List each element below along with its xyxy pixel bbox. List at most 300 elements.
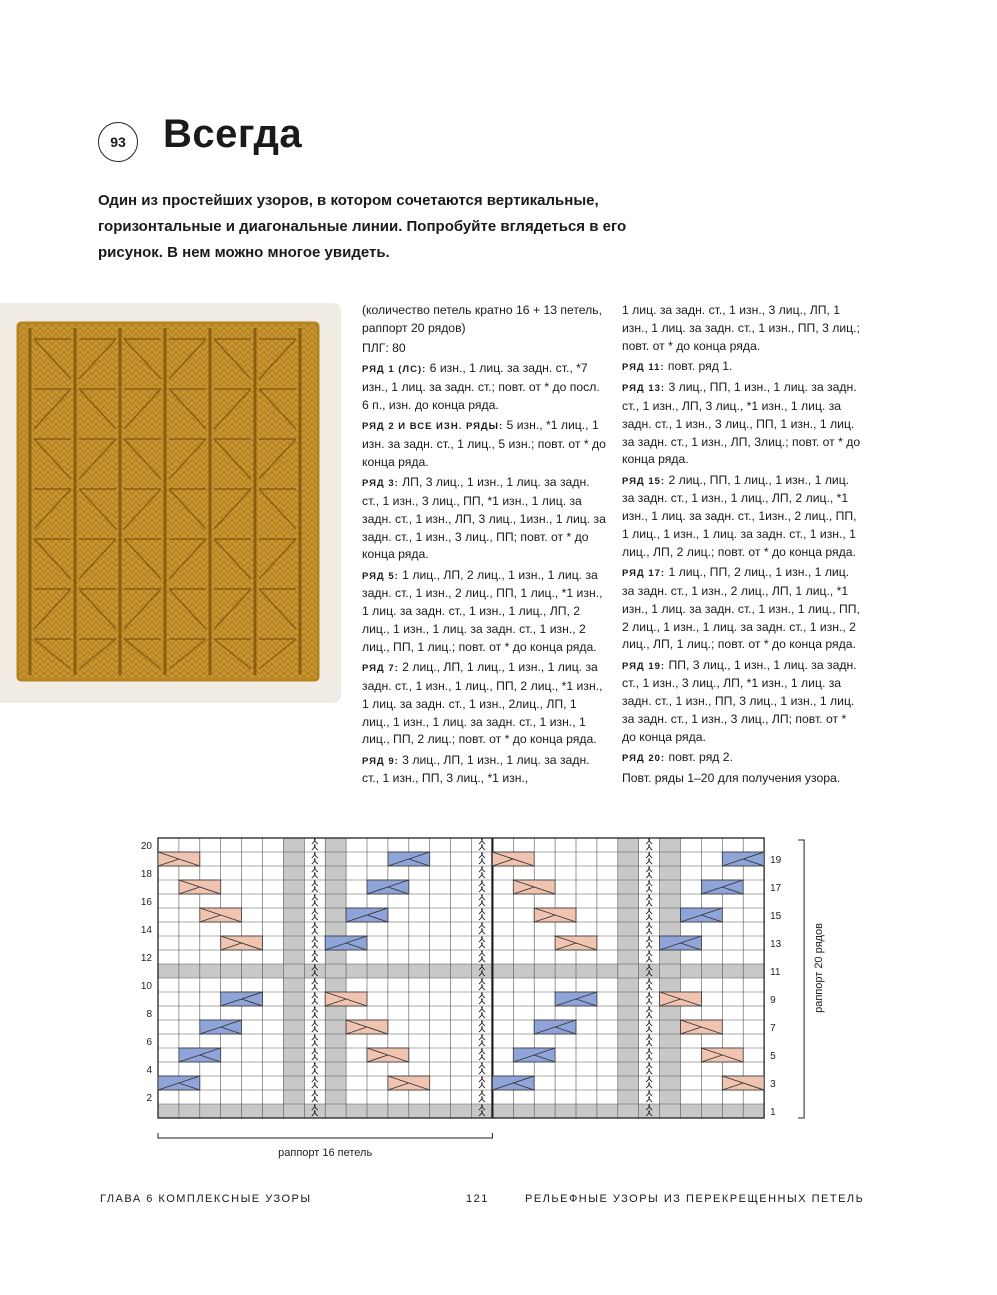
purl-cell xyxy=(200,964,221,978)
row-label: РЯД 9: xyxy=(362,755,399,767)
left-row-label: 2 xyxy=(146,1093,152,1104)
twisted-stitch-symbol xyxy=(646,887,652,892)
twisted-stitch-symbol xyxy=(312,901,318,906)
purl-cell xyxy=(430,964,451,978)
purl-cell xyxy=(325,978,346,992)
instruction-row xyxy=(622,358,862,377)
twisted-stitch-symbol xyxy=(646,993,652,998)
purl-cell xyxy=(283,1076,304,1090)
twisted-stitch-symbol xyxy=(479,1041,485,1046)
purl-cell xyxy=(618,1048,639,1062)
purl-cell xyxy=(492,1104,513,1118)
purl-cell xyxy=(660,838,681,852)
twisted-stitch-symbol xyxy=(479,1083,485,1088)
purl-cell xyxy=(325,866,346,880)
row-text: Повт. ряды 1–20 для получения узора. xyxy=(622,771,841,786)
purl-cell xyxy=(618,1006,639,1020)
purl-cell xyxy=(283,1104,304,1118)
instruction-row xyxy=(622,379,862,469)
twisted-stitch-symbol xyxy=(479,867,485,872)
left-row-label: 8 xyxy=(146,1009,152,1020)
purl-cell xyxy=(660,1034,681,1048)
twisted-stitch-symbol xyxy=(312,985,318,990)
twisted-stitch-symbol xyxy=(646,1021,652,1026)
twisted-stitch-symbol xyxy=(479,881,485,886)
purl-cell xyxy=(618,852,639,866)
row-text: 1 лиц. за задн. ст., 1 изн., 3 лиц., ЛП, 1 изн., 1 лиц. за задн. ст., 1 изн., ПП, 3 лиц.; повт. от * до конца ряда. xyxy=(622,303,860,353)
right-row-label: 3 xyxy=(770,1079,776,1090)
row-label: РЯД 20: xyxy=(622,753,666,765)
footer-section: РЕЛЬЕФНЫЕ УЗОРЫ ИЗ ПЕРЕКРЕЩЕННЫХ ПЕТЕЛЬ xyxy=(525,1193,865,1205)
footer-chapter: ГЛАВА 6 КОМПЛЕКСНЫЕ УЗОРЫ xyxy=(100,1193,312,1205)
purl-cell xyxy=(263,1104,284,1118)
twisted-stitch-symbol xyxy=(312,937,318,942)
pattern-number: 93 xyxy=(110,134,126,150)
twisted-stitch-symbol xyxy=(312,909,318,914)
purl-cell xyxy=(618,866,639,880)
row-text: 6 изн., 1 лиц. за задн. ст., *7 изн., 1 лиц. за задн. ст.; повт. от * до посл. 6 п., изн. до конца ряда. xyxy=(362,361,600,412)
twisted-stitch-symbol xyxy=(646,1091,652,1096)
twisted-stitch-symbol xyxy=(312,1041,318,1046)
twisted-stitch-symbol xyxy=(312,1091,318,1096)
purl-cell xyxy=(597,1104,618,1118)
twisted-stitch-symbol xyxy=(479,1007,485,1012)
purl-cell xyxy=(283,880,304,894)
purl-cell xyxy=(325,1020,346,1034)
twisted-stitch-symbol xyxy=(479,943,485,948)
left-row-label: 16 xyxy=(140,897,152,908)
twisted-stitch-symbol xyxy=(646,867,652,872)
row-label: РЯД 13: xyxy=(622,383,666,395)
twisted-stitch-symbol xyxy=(312,1007,318,1012)
knit-swatch-image xyxy=(0,303,341,703)
purl-cell xyxy=(283,866,304,880)
purl-cell xyxy=(660,950,681,964)
twisted-stitch-symbol xyxy=(646,999,652,1004)
row-text: 1 лиц., ПП, 2 лиц., 1 изн., 1 лиц. за задн. ст., 1 изн., 2 лиц., ЛП, 1 лиц., *1 изн., 1 лиц. за задн. ст., 1 изн., 1 лиц., ПП, 2 лиц., 1 изн., 1 лиц. за задн. ст., 1 изн., 2 лиц., ЛП, 1 лиц.; повт. от * до конца ряда. xyxy=(622,565,860,652)
twisted-stitch-symbol xyxy=(312,915,318,920)
knit-swatch-photo xyxy=(0,303,341,703)
purl-cell xyxy=(660,978,681,992)
purl-cell xyxy=(660,964,681,978)
row-text: ЛП, 3 лиц., 1 изн., 1 лиц. за задн. ст., 1 изн., 3 лиц., ПП, *1 изн., 1 лиц. за задн. ст., 1 изн., ЛП, 3 лиц., 1изн., 1 лиц. за задн. ст., 1 изн., 3 лиц., ПП; повт. от * до конца ряда. xyxy=(362,475,606,562)
right-row-label: 19 xyxy=(770,855,782,866)
purl-cell xyxy=(158,1104,179,1118)
twisted-stitch-symbol xyxy=(646,859,652,864)
purl-cell xyxy=(660,1020,681,1034)
purl-cell xyxy=(242,964,263,978)
twisted-stitch-symbol xyxy=(646,929,652,934)
purl-cell xyxy=(221,1104,242,1118)
twisted-stitch-symbol xyxy=(479,979,485,984)
right-row-label: 7 xyxy=(770,1023,776,1034)
purl-cell xyxy=(283,852,304,866)
twisted-stitch-symbol xyxy=(479,1097,485,1102)
purl-cell xyxy=(325,950,346,964)
purl-cell xyxy=(618,964,639,978)
purl-cell xyxy=(283,1006,304,1020)
twisted-stitch-symbol xyxy=(312,839,318,844)
purl-cell xyxy=(325,1090,346,1104)
twisted-stitch-symbol xyxy=(479,929,485,934)
instruction-row xyxy=(362,752,607,789)
purl-cell xyxy=(283,1062,304,1076)
row-text: ПЛГ: 80 xyxy=(362,341,406,356)
right-row-label: 17 xyxy=(770,883,782,894)
twisted-stitch-symbol xyxy=(479,839,485,844)
row-text: 1 лиц., ЛП, 2 лиц., 1 изн., 1 лиц. за задн. ст., 1 изн., 2 лиц., ПП, 1 лиц., *1 изн., 1 лиц. за задн. ст., 1 изн., 1 лиц., ЛП, 2 лиц., 1 изн., 1 лиц. за задн. ст., 1 изн., 2 лиц., ПП, 1 лиц.; повт. от * до конца ряда. xyxy=(362,567,603,654)
twisted-stitch-symbol xyxy=(646,901,652,906)
stitch-repeat-bracket xyxy=(158,1133,492,1138)
purl-cell xyxy=(660,1048,681,1062)
purl-cell xyxy=(325,1006,346,1020)
purl-cell xyxy=(660,880,681,894)
instruction-row xyxy=(362,567,607,657)
twisted-stitch-symbol xyxy=(479,915,485,920)
twisted-stitch-symbol xyxy=(312,1083,318,1088)
purl-cell xyxy=(283,894,304,908)
instruction-row xyxy=(362,417,607,471)
purl-cell xyxy=(283,936,304,950)
twisted-stitch-symbol xyxy=(312,1049,318,1054)
purl-cell xyxy=(388,964,409,978)
purl-cell xyxy=(618,838,639,852)
purl-cell xyxy=(283,922,304,936)
left-row-label: 6 xyxy=(146,1037,152,1048)
twisted-stitch-symbol xyxy=(479,1091,485,1096)
purl-cell xyxy=(283,1034,304,1048)
twisted-stitch-symbol xyxy=(646,895,652,900)
purl-cell xyxy=(325,1062,346,1076)
purl-cell xyxy=(325,838,346,852)
purl-cell xyxy=(618,880,639,894)
purl-cell xyxy=(534,1104,555,1118)
purl-cell xyxy=(325,1048,346,1062)
twisted-stitch-symbol xyxy=(312,951,318,956)
purl-cell xyxy=(325,964,346,978)
twisted-stitch-symbol xyxy=(479,937,485,942)
twisted-stitch-symbol xyxy=(312,859,318,864)
purl-cell xyxy=(618,978,639,992)
purl-cell xyxy=(681,964,702,978)
purl-cell xyxy=(346,964,367,978)
row-repeat-label: раппорт 20 рядов xyxy=(813,923,826,1013)
purl-cell xyxy=(618,1034,639,1048)
twisted-stitch-symbol xyxy=(479,845,485,850)
instruction-row xyxy=(622,770,862,788)
twisted-stitch-symbol xyxy=(646,1007,652,1012)
purl-cell xyxy=(283,1020,304,1034)
purl-cell xyxy=(743,1104,764,1118)
purl-cell xyxy=(513,964,534,978)
purl-cell xyxy=(618,936,639,950)
twisted-stitch-symbol xyxy=(479,859,485,864)
purl-cell xyxy=(492,964,513,978)
purl-cell xyxy=(701,964,722,978)
twisted-stitch-symbol xyxy=(312,853,318,858)
twisted-stitch-symbol xyxy=(312,999,318,1004)
twisted-stitch-symbol xyxy=(312,881,318,886)
purl-cell xyxy=(660,1090,681,1104)
row-text: повт. ряд 2. xyxy=(665,750,733,765)
row-label: РЯД 2 И ВСЕ ИЗН. РЯДЫ: xyxy=(362,421,504,433)
intro-paragraph: Один из простейших узоров, в котором сочетаются вертикальные, горизонтальные и диагональные линии. Попробуйте вглядеться в его рисунок. В нем можно многое увидеть. xyxy=(98,192,627,261)
twisted-stitch-symbol xyxy=(312,1077,318,1082)
row-label: РЯД 11: xyxy=(622,361,665,373)
purl-cell xyxy=(283,1090,304,1104)
instruction-row xyxy=(622,564,862,654)
twisted-stitch-symbol xyxy=(646,1077,652,1082)
purl-cell xyxy=(576,964,597,978)
twisted-stitch-symbol xyxy=(312,887,318,892)
instruction-row xyxy=(622,657,862,747)
twisted-stitch-symbol xyxy=(479,985,485,990)
left-row-label: 12 xyxy=(140,953,152,964)
purl-cell xyxy=(283,964,304,978)
twisted-stitch-symbol xyxy=(646,1055,652,1060)
twisted-stitch-symbol xyxy=(479,1013,485,1018)
instructions-column-2 xyxy=(622,302,862,791)
twisted-stitch-symbol xyxy=(312,1055,318,1060)
purl-cell xyxy=(263,964,284,978)
instruction-row xyxy=(622,472,862,562)
purl-cell xyxy=(242,1104,263,1118)
twisted-stitch-symbol xyxy=(479,895,485,900)
purl-cell xyxy=(660,1104,681,1118)
purl-cell xyxy=(325,908,346,922)
row-text: (количество петель кратно 16 + 13 петель, раппорт 20 рядов) xyxy=(362,303,603,335)
twisted-stitch-symbol xyxy=(479,909,485,914)
twisted-stitch-symbol xyxy=(312,1097,318,1102)
left-row-label: 10 xyxy=(140,981,152,992)
pattern-number-badge xyxy=(98,122,138,162)
row-repeat-bracket xyxy=(798,840,804,1118)
instruction-row xyxy=(362,302,607,338)
purl-cell xyxy=(283,978,304,992)
purl-cell xyxy=(325,894,346,908)
instruction-row xyxy=(362,474,607,564)
purl-cell xyxy=(534,964,555,978)
purl-cell xyxy=(681,1104,702,1118)
instruction-row xyxy=(362,659,607,749)
purl-cell xyxy=(283,908,304,922)
purl-cell xyxy=(743,964,764,978)
twisted-stitch-symbol xyxy=(479,999,485,1004)
purl-cell xyxy=(325,852,346,866)
purl-cell xyxy=(283,838,304,852)
twisted-stitch-symbol xyxy=(479,1069,485,1074)
row-label: РЯД 1 (ЛС): xyxy=(362,364,427,376)
purl-cell xyxy=(283,1048,304,1062)
purl-cell xyxy=(618,908,639,922)
twisted-stitch-symbol xyxy=(646,957,652,962)
purl-cell xyxy=(660,1076,681,1090)
footer-page-number: 121 xyxy=(466,1193,489,1205)
twisted-stitch-symbol xyxy=(646,937,652,942)
row-label: РЯД 19: xyxy=(622,660,666,672)
purl-cell xyxy=(367,964,388,978)
row-text: 3 лиц., ПП, 1 изн., 1 лиц. за задн. ст., 1 изн., ЛП, 3 лиц., *1 изн., 1 лиц. за задн. ст., 1 изн., 3 лиц., ПП, 1 изн., 1 лиц. за задн. ст., 1 изн., ЛП, 3лиц.; повт. от * до конца ряда. xyxy=(622,380,861,467)
twisted-stitch-symbol xyxy=(312,873,318,878)
twisted-stitch-symbol xyxy=(479,1035,485,1040)
twisted-stitch-symbol xyxy=(479,887,485,892)
row-label: РЯД 7: xyxy=(362,663,399,675)
purl-cell xyxy=(555,1104,576,1118)
twisted-stitch-symbol xyxy=(646,915,652,920)
left-row-label: 20 xyxy=(140,841,152,852)
purl-cell xyxy=(367,1104,388,1118)
twisted-stitch-symbol xyxy=(646,1083,652,1088)
twisted-stitch-symbol xyxy=(312,1035,318,1040)
twisted-stitch-symbol xyxy=(646,1097,652,1102)
twisted-stitch-symbol xyxy=(479,1021,485,1026)
purl-cell xyxy=(618,992,639,1006)
purl-cell xyxy=(388,1104,409,1118)
purl-cell xyxy=(283,950,304,964)
twisted-stitch-symbol xyxy=(479,873,485,878)
twisted-stitch-symbol xyxy=(479,901,485,906)
left-row-label: 18 xyxy=(140,869,152,880)
purl-cell xyxy=(513,1104,534,1118)
purl-cell xyxy=(325,1076,346,1090)
purl-cell xyxy=(618,1062,639,1076)
left-row-label: 4 xyxy=(146,1065,152,1076)
purl-cell xyxy=(618,1104,639,1118)
instructions-column-1 xyxy=(362,302,607,791)
row-text: ПП, 3 лиц., 1 изн., 1 лиц. за задн. ст., 1 изн., 3 лиц., ЛП, *1 изн., 1 лиц. за задн. ст., 1 изн., ПП, 3 лиц., 1 изн., 1 лиц. за задн. ст., 1 изн., 3 лиц., ЛП; повт. от * до конца ряда. xyxy=(622,657,857,744)
purl-cell xyxy=(618,950,639,964)
instruction-row xyxy=(362,360,607,414)
twisted-stitch-symbol xyxy=(479,1049,485,1054)
purl-cell xyxy=(660,908,681,922)
purl-cell xyxy=(158,964,179,978)
row-label: РЯД 3: xyxy=(362,478,399,490)
left-row-label: 14 xyxy=(140,925,152,936)
purl-cell xyxy=(660,894,681,908)
twisted-stitch-symbol xyxy=(312,1013,318,1018)
purl-cell xyxy=(409,1104,430,1118)
row-text: 5 изн., *1 лиц., 1 изн. за задн. ст., 1 лиц., 5 изн.; повт. от * до конца ряда. xyxy=(362,418,606,469)
purl-cell xyxy=(722,1104,743,1118)
twisted-stitch-symbol xyxy=(646,839,652,844)
page-title: Всегда xyxy=(163,112,303,156)
purl-cell xyxy=(179,964,200,978)
twisted-stitch-symbol xyxy=(646,943,652,948)
row-text: 2 лиц., ПП, 1 лиц., 1 изн., 1 лиц. за задн. ст., 1 изн., 1 лиц., ЛП, 2 лиц., *1 изн., 1 лиц. за задн. ст., 1изн., 2 лиц., ПП, 1 лиц., 1 изн., 1 лиц. за задн. ст., 1 изн., 1 лиц., ЛП, 2 лиц.; повт. от * до конца ряда. xyxy=(622,472,857,559)
twisted-stitch-symbol xyxy=(312,943,318,948)
purl-cell xyxy=(451,1104,472,1118)
twisted-stitch-symbol xyxy=(479,993,485,998)
purl-cell xyxy=(660,866,681,880)
purl-cell xyxy=(576,1104,597,1118)
twisted-stitch-symbol xyxy=(646,951,652,956)
purl-cell xyxy=(179,1104,200,1118)
twisted-stitch-symbol xyxy=(312,845,318,850)
purl-cell xyxy=(618,1090,639,1104)
twisted-stitch-symbol xyxy=(646,979,652,984)
twisted-stitch-symbol xyxy=(312,867,318,872)
purl-cell xyxy=(618,1020,639,1034)
twisted-stitch-symbol xyxy=(646,845,652,850)
instruction-row xyxy=(362,340,607,358)
purl-cell xyxy=(660,852,681,866)
right-row-label: 11 xyxy=(770,967,781,978)
row-label: РЯД 15: xyxy=(622,475,666,487)
twisted-stitch-symbol xyxy=(646,1027,652,1032)
purl-cell xyxy=(325,1104,346,1118)
twisted-stitch-symbol xyxy=(479,853,485,858)
row-text: 3 лиц., ЛП, 1 изн., 1 лиц. за задн. ст., 1 изн., ПП, 3 лиц., *1 изн., xyxy=(362,752,590,786)
purl-cell xyxy=(325,880,346,894)
purl-cell xyxy=(618,922,639,936)
twisted-stitch-symbol xyxy=(646,1049,652,1054)
twisted-stitch-symbol xyxy=(646,873,652,878)
purl-cell xyxy=(722,964,743,978)
twisted-stitch-symbol xyxy=(646,1035,652,1040)
twisted-stitch-symbol xyxy=(479,1063,485,1068)
twisted-stitch-symbol xyxy=(646,923,652,928)
right-row-label: 15 xyxy=(770,911,782,922)
right-row-label: 9 xyxy=(770,995,776,1006)
right-row-label: 13 xyxy=(770,939,782,950)
purl-cell xyxy=(618,894,639,908)
twisted-stitch-symbol xyxy=(312,923,318,928)
twisted-stitch-symbol xyxy=(646,1063,652,1068)
purl-cell xyxy=(701,1104,722,1118)
twisted-stitch-symbol xyxy=(646,1013,652,1018)
twisted-stitch-symbol xyxy=(479,1077,485,1082)
purl-cell xyxy=(660,922,681,936)
twisted-stitch-symbol xyxy=(646,1041,652,1046)
purl-cell xyxy=(430,1104,451,1118)
purl-cell xyxy=(660,1006,681,1020)
twisted-stitch-symbol xyxy=(312,979,318,984)
twisted-stitch-symbol xyxy=(479,1027,485,1032)
twisted-stitch-symbol xyxy=(646,853,652,858)
right-row-label: 5 xyxy=(770,1051,776,1062)
purl-cell xyxy=(555,964,576,978)
purl-cell xyxy=(325,922,346,936)
purl-cell xyxy=(221,964,242,978)
purl-cell xyxy=(409,964,430,978)
right-row-label: 1 xyxy=(770,1107,776,1118)
twisted-stitch-symbol xyxy=(479,957,485,962)
purl-cell xyxy=(200,1104,221,1118)
purl-cell xyxy=(325,1034,346,1048)
twisted-stitch-symbol xyxy=(312,1063,318,1068)
instruction-row xyxy=(622,302,862,355)
stitch-repeat-label: раппорт 16 петель xyxy=(278,1147,373,1159)
instruction-row xyxy=(622,749,862,768)
row-label: РЯД 17: xyxy=(622,568,666,580)
knitting-chart xyxy=(130,832,850,1162)
twisted-stitch-symbol xyxy=(312,957,318,962)
twisted-stitch-symbol xyxy=(312,1021,318,1026)
twisted-stitch-symbol xyxy=(646,881,652,886)
twisted-stitch-symbol xyxy=(479,951,485,956)
purl-cell xyxy=(346,1104,367,1118)
twisted-stitch-symbol xyxy=(479,1055,485,1060)
row-text: повт. ряд 1. xyxy=(664,358,733,373)
twisted-stitch-symbol xyxy=(312,1069,318,1074)
twisted-stitch-symbol xyxy=(479,923,485,928)
twisted-stitch-symbol xyxy=(312,929,318,934)
twisted-stitch-symbol xyxy=(646,1069,652,1074)
row-label: РЯД 5: xyxy=(362,570,399,582)
twisted-stitch-symbol xyxy=(312,993,318,998)
purl-cell xyxy=(597,964,618,978)
twisted-stitch-symbol xyxy=(312,1027,318,1032)
